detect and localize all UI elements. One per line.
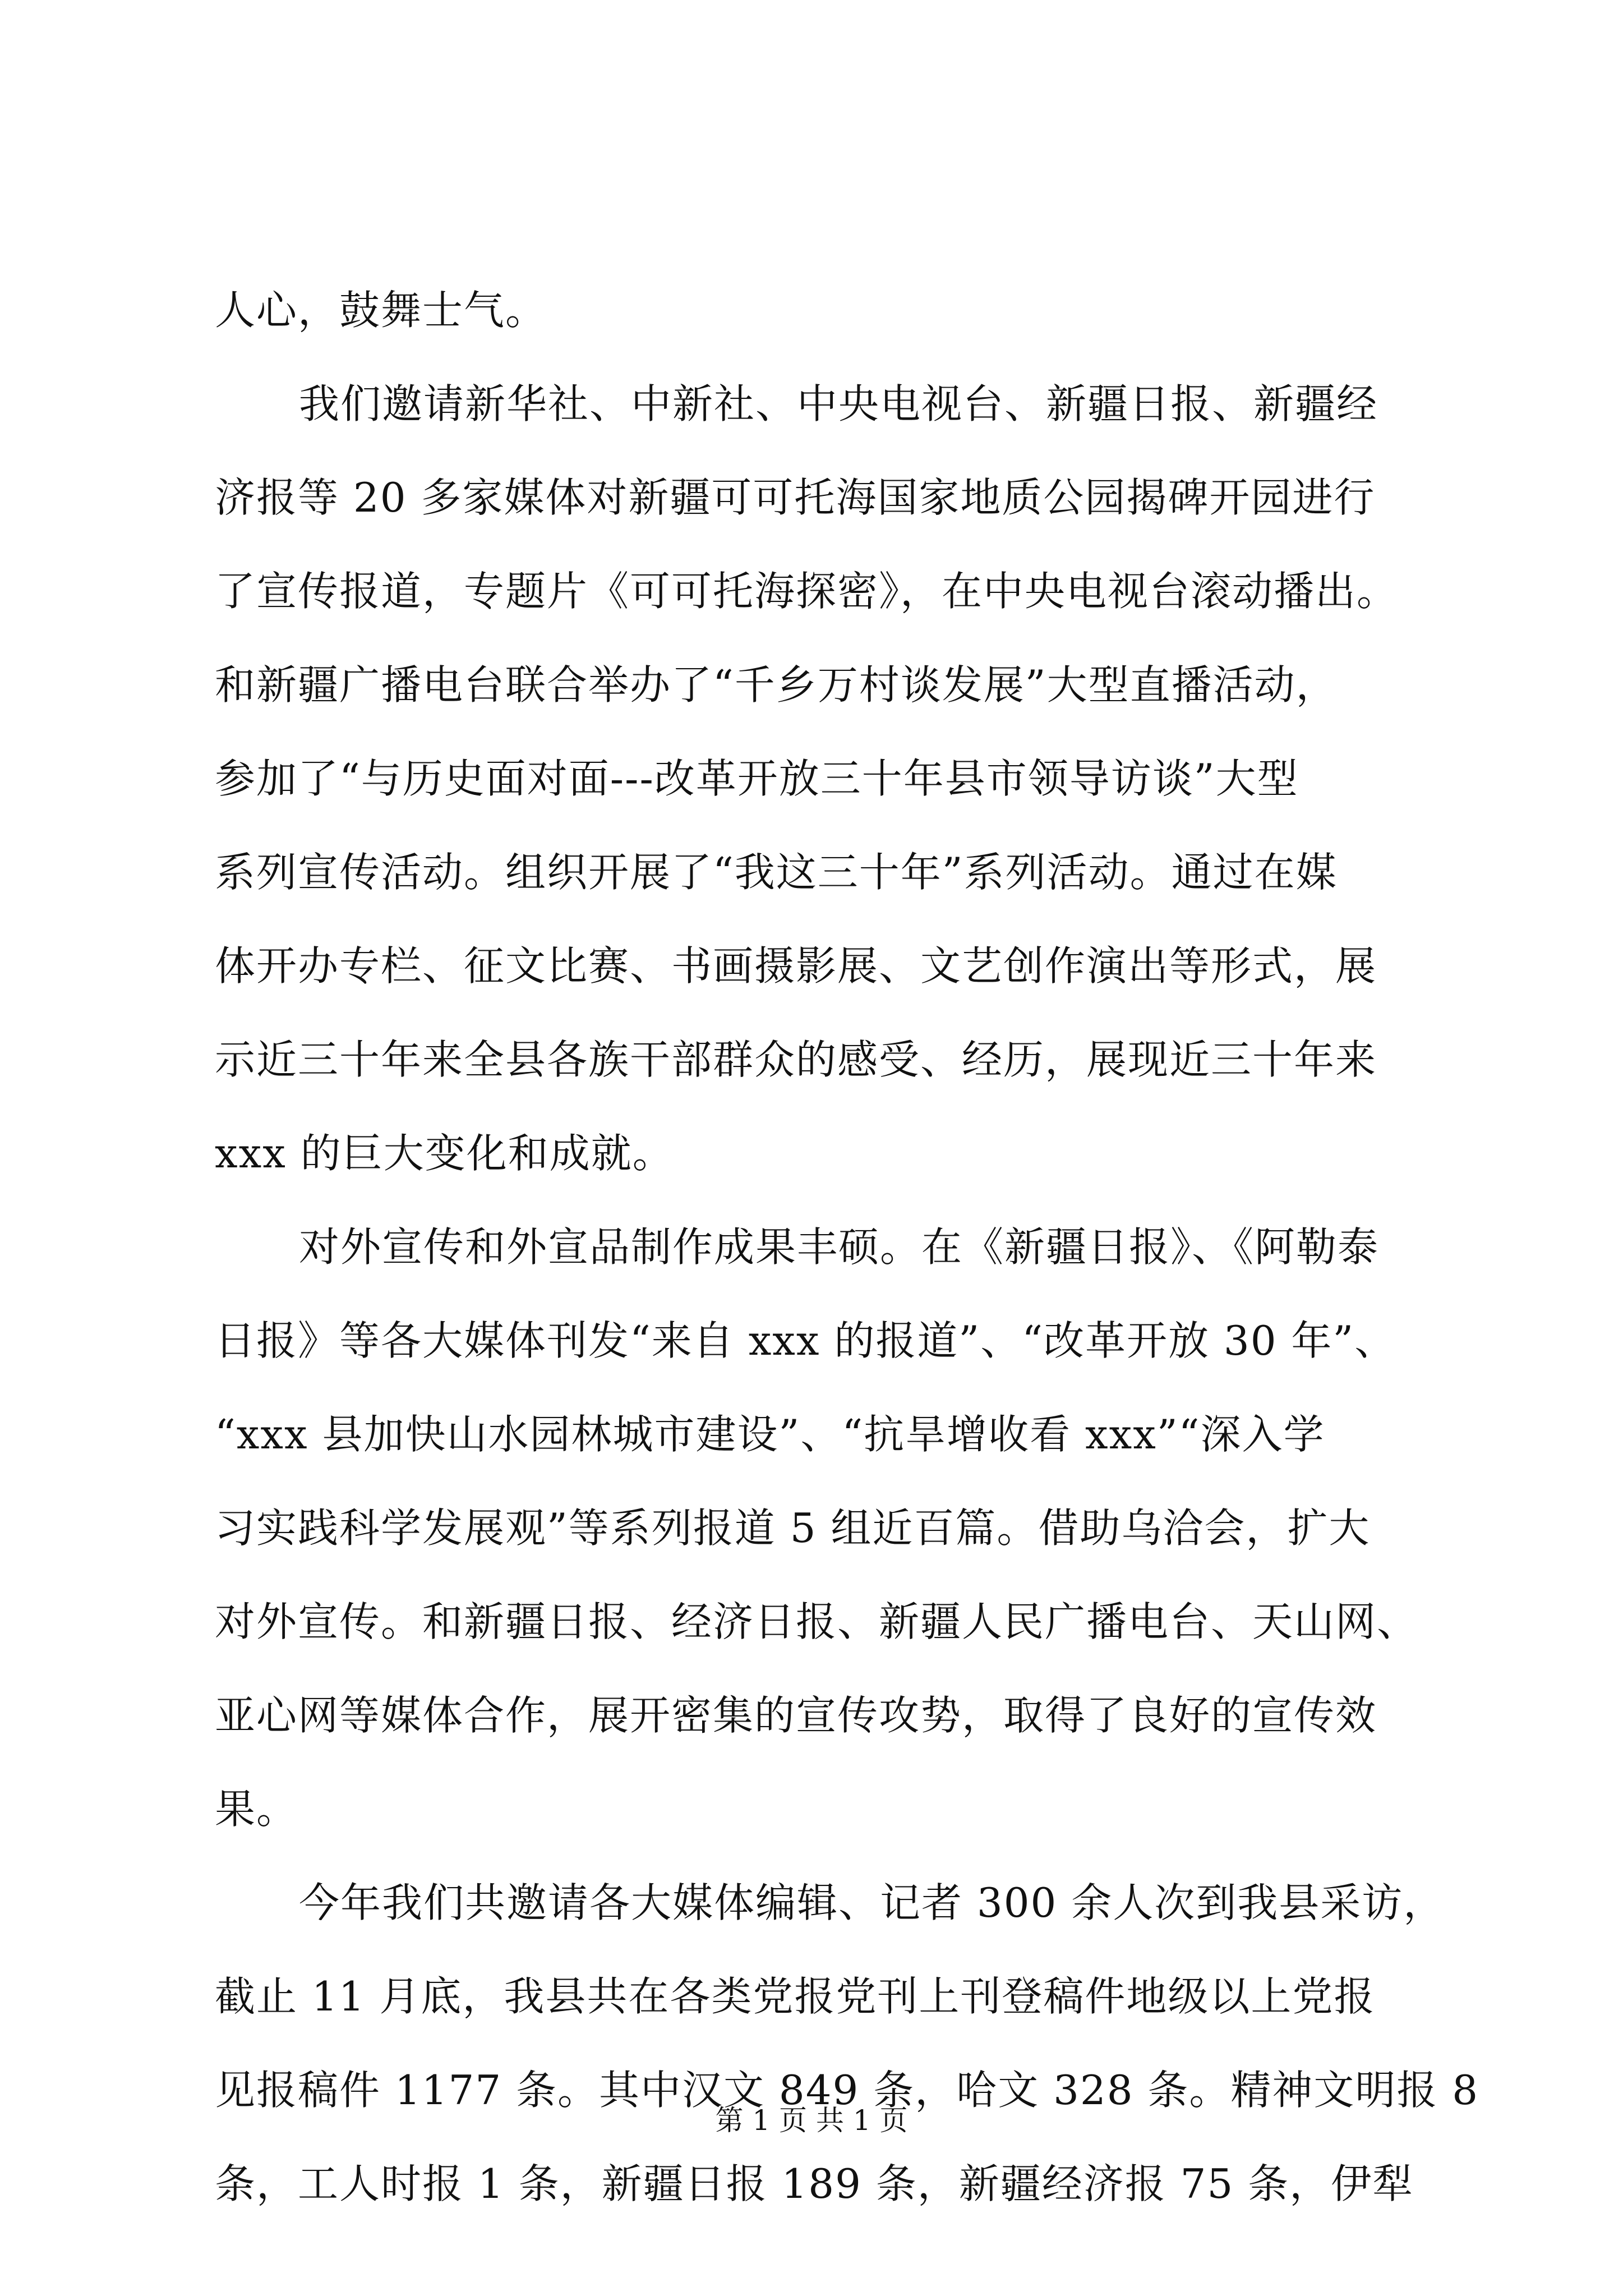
text-line: 体开办专栏、征文比赛、书画摄影展、文艺创作演出等形式，展 bbox=[215, 942, 1377, 990]
text-line: “xxx 县加快山水园林城市建设”、“抗旱增收看 xxx”“深入学 bbox=[215, 1411, 1325, 1458]
text-line: 果。 bbox=[215, 1786, 298, 1833]
text-line: 见报稿件 1177 条。其中汉文 849 条，哈文 328 条。精神文明报 8 bbox=[215, 2067, 1479, 2114]
page-footer bbox=[0, 2101, 1623, 2140]
text-line: 条，工人时报 1 条，新疆日报 189 条，新疆经济报 75 条，伊犁 bbox=[215, 2160, 1414, 2207]
text-line: 亚心网等媒体合作，展开密集的宣传攻势，取得了良好的宣传效 bbox=[215, 1692, 1377, 1739]
page-number-label: 第 1 页 共 1 页 bbox=[715, 2104, 908, 2137]
document-body bbox=[215, 264, 1479, 2231]
text-line: 人心，鼓舞士气。 bbox=[215, 287, 547, 334]
paragraph-first-line: 我们邀请新华社、中新社、中央电视台、新疆日报、新疆经 bbox=[299, 380, 1378, 427]
text-line: 系列宣传活动。组织开展了“我这三十年”系列活动。通过在媒 bbox=[215, 849, 1338, 896]
text-line: 了宣传报道，专题片《可可托海探密》，在中央电视台滚动播出。 bbox=[215, 568, 1399, 615]
text-line: 示近三十年来全县各族干部群众的感受、经历，展现近三十年来 bbox=[215, 1036, 1377, 1083]
text-line: 对外宣传。和新疆日报、经济日报、新疆人民广播电台、天山网、 bbox=[215, 1598, 1419, 1645]
text-line: 参加了“与历史面对面---改革开放三十年县市领导访谈”大型 bbox=[215, 755, 1299, 802]
text-line: 习实践科学发展观”等系列报道 5 组近百篇。借助乌洽会，扩大 bbox=[215, 1504, 1371, 1552]
paragraph-first-line: 对外宣传和外宣品制作成果丰硕。在《新疆日报》、《阿勒泰 bbox=[299, 1223, 1380, 1271]
text-line: 日报》等各大媒体刊发“来自 xxx 的报道”、“改革开放 30 年”、 bbox=[215, 1317, 1396, 1364]
paragraph-first-line: 今年我们共邀请各大媒体编辑、记者 300 余人次到我县采访， bbox=[299, 1879, 1445, 1926]
text-line: 截止 11 月底，我县共在各类党报党刊上刊登稿件地级以上党报 bbox=[215, 1973, 1376, 2020]
text-line: 济报等 20 多家媒体对新疆可可托海国家地质公园揭碑开园进行 bbox=[215, 474, 1376, 521]
text-line: 和新疆广播电台联合举办了“千乡万村谈发展”大型直播活动， bbox=[215, 661, 1338, 708]
text-line: xxx 的巨大变化和成就。 bbox=[215, 1130, 674, 1177]
